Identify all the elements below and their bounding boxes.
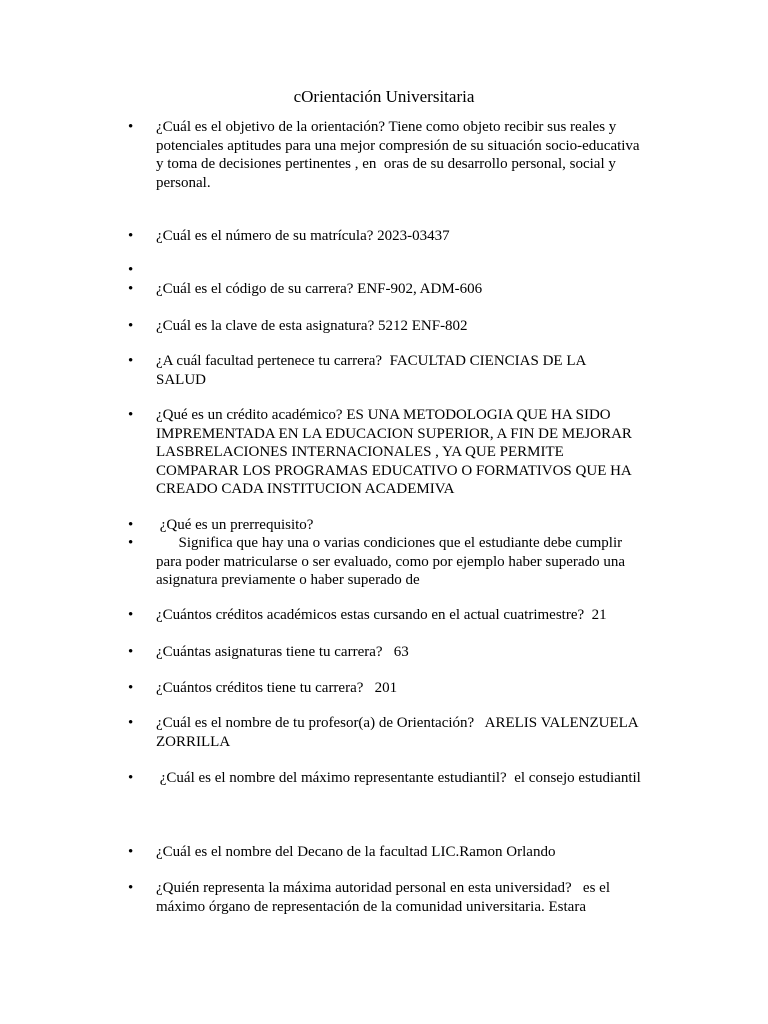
bullet-icon: •	[128, 407, 134, 423]
list-item-text: ¿Cuál es el nombre del Decano de la facultad LIC.Ramon Orlando	[156, 844, 556, 860]
bullet-icon: •	[128, 281, 134, 297]
list-item-text: ¿A cuál facultad pertenece tu carrera? FACULTAD CIENCIAS DE LA SALUD	[156, 353, 587, 388]
list-item-text: ¿Quién representa la máxima autoridad personal en esta universidad? es el máximo órgano de representación de la comunidad universitaria. Estara	[156, 880, 610, 915]
list-item-text: ¿Cuál es el nombre de tu profesor(a) de Orientación? ARELIS VALENZUELA ZORRILLA	[156, 715, 639, 750]
list-item-text: ¿Cuántos créditos tiene tu carrera? 201	[156, 680, 398, 696]
bullet-icon: •	[128, 535, 134, 551]
list-item-text: ¿Cuál es el nombre del máximo representante estudiantil? el consejo estudiantil	[156, 770, 641, 786]
list-item-text: Significa que hay una o varias condiciones que el estudiante debe cumplir para poder matricularse o ser evaluado, como por ejemplo haber superado una asignatura previamente o haber superado de	[156, 535, 625, 588]
bullet-icon: •	[128, 318, 134, 334]
bullet-icon: •	[128, 607, 134, 623]
bullet-icon: •	[128, 770, 134, 786]
bullet-icon: •	[128, 353, 134, 369]
list-item-text: ¿Qué es un crédito académico? ES UNA METODOLOGIA QUE HA SIDO IMPREMENTADA EN LA EDUCACION SUPERIOR, A FIN DE MEJORAR LASBRELACIONES INTERNACIONALES , YA QUE PERMITE COMPARAR LOS PROGRAMAS EDUCATIVO O FORMATIVOS QUE HA CREADO CADA INSTITUCION ACADEMIVA	[156, 407, 632, 497]
bullet-icon: •	[128, 680, 134, 696]
bullet-icon: •	[128, 880, 134, 896]
list-item-text: ¿Cuál es el objetivo de la orientación? Tiene como objeto recibir sus reales y potenciales aptitudes para una mejor compresión de su situación socio-educativa y toma de decisiones pertinentes , en oras de su desarrollo personal, social y personal.	[156, 119, 640, 191]
list-item-text: ¿Cuál es la clave de esta asignatura? 5212 ENF-802	[156, 318, 468, 334]
list-item-text: ¿Qué es un prerrequisito?	[156, 517, 314, 533]
list-item-text: ¿Cuál es el código de su carrera? ENF-902, ADM-606	[156, 281, 483, 297]
bullet-icon: •	[128, 844, 134, 860]
bullet-icon: •	[128, 644, 134, 660]
document-title: cOrientación Universitaria	[293, 87, 475, 106]
bullet-icon: •	[128, 715, 134, 731]
bullet-icon: •	[128, 228, 134, 244]
bullet-icon: •	[128, 262, 134, 278]
list-item-text: ¿Cuántos créditos académicos estas cursando en el actual cuatrimestre? 21	[156, 607, 607, 623]
bullet-icon: •	[128, 517, 134, 533]
list-item-text: ¿Cuántas asignaturas tiene tu carrera? 63	[156, 644, 409, 660]
bullet-icon: •	[128, 119, 134, 135]
list-item-text: ¿Cuál es el número de su matrícula? 2023-03437	[156, 228, 450, 244]
